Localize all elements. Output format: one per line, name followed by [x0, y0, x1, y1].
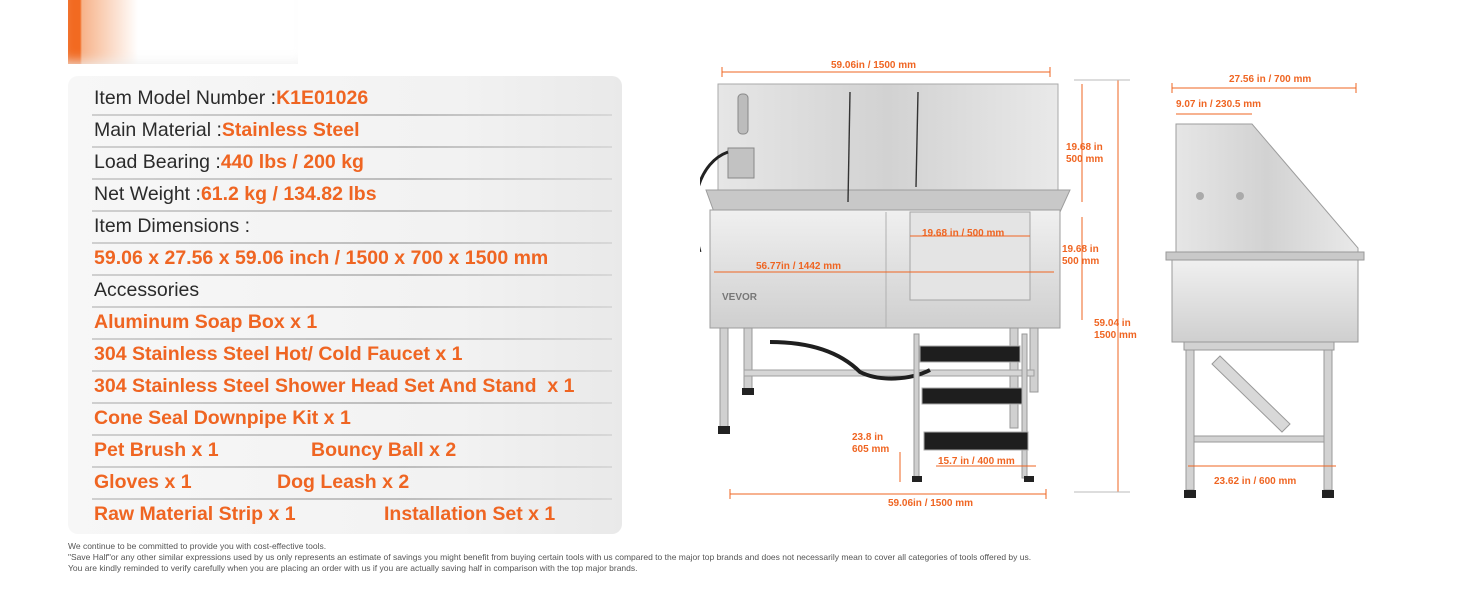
accessory-item: 304 Stainless Steel Shower Head Set And Stand x 1 [94, 374, 575, 397]
side-foot [1322, 490, 1334, 498]
accessory-row [277, 466, 409, 498]
dim-ramp-height-mm: 605 mm [852, 444, 890, 455]
accessory-row [94, 370, 574, 402]
dim-backsplash-mm: 500 mm [1066, 154, 1104, 165]
dim-top-width: 59.06in / 1500 mm [831, 60, 917, 71]
side-port [1196, 192, 1204, 200]
header-accent-tab [68, 0, 298, 64]
dim-leg-depth: 23.62 in / 600 mm [1214, 476, 1297, 487]
accessory-item: Installation Set x 1 [384, 502, 556, 525]
dim-door-width: 19.68 in / 500 mm [922, 228, 1005, 239]
side-tub [1172, 260, 1358, 342]
frame-leg [1010, 328, 1018, 428]
model-row [94, 82, 368, 114]
side-leg [1324, 350, 1332, 490]
weight-label: Net Weight : [94, 182, 201, 205]
shower-head-icon [738, 94, 748, 134]
accessory-item: Bouncy Ball x 2 [311, 438, 457, 461]
accessory-item: Gloves x 1 [94, 470, 192, 493]
material-label: Main Material : [94, 118, 222, 141]
side-brace [1194, 436, 1324, 442]
leg-foot [718, 426, 730, 434]
accessory-item: Dog Leash x 2 [277, 470, 410, 493]
load-value: 440 lbs / 200 kg [220, 150, 364, 173]
dim-total-height-in: 59.04 in [1094, 318, 1131, 329]
accessory-item: Cone Seal Downpipe Kit x 1 [94, 406, 351, 429]
dim-total-depth: 27.56 in / 700 mm [1229, 74, 1312, 85]
dim-ramp-width: 15.7 in / 400 mm [938, 456, 1015, 467]
dimensions-value-row [94, 242, 548, 274]
dim-inner-length: 56.77in / 1442 mm [756, 261, 842, 272]
side-backsplash [1176, 124, 1358, 256]
accessory-row [94, 306, 317, 338]
leg-foot [742, 388, 754, 395]
material-row [94, 114, 360, 146]
material-value: Stainless Steel [221, 118, 360, 141]
dimensions-value: 59.06 x 27.56 x 59.06 inch / 1500 x 700 x 1500 mm [94, 246, 549, 269]
accessory-row [94, 402, 351, 434]
accessory-row [94, 466, 192, 498]
frame-leg [720, 328, 728, 428]
frame-leg [1030, 328, 1038, 392]
accessory-row [311, 434, 456, 466]
accessory-item: Raw Material Strip x 1 [94, 502, 296, 525]
model-value: K1E01026 [276, 86, 369, 109]
brand-logo: VEVOR [722, 292, 758, 303]
side-view [1166, 74, 1364, 498]
dim-total-height-mm: 1500 mm [1094, 330, 1137, 341]
faucet-icon [728, 148, 754, 178]
accessory-item: 304 Stainless Steel Hot/ Cold Faucet x 1 [94, 342, 463, 365]
accessories-label-row [94, 274, 199, 306]
accessory-item: Pet Brush x 1 [94, 438, 219, 461]
dim-ramp-height-in: 23.8 in [852, 432, 884, 443]
weight-value: 61.2 kg / 134.82 lbs [200, 182, 377, 205]
accessory-row [384, 498, 555, 530]
model-label: Item Model Number : [94, 86, 277, 109]
accessories-label: Accessories [94, 278, 200, 301]
side-foot [1184, 490, 1196, 498]
spec-panel [68, 76, 622, 534]
accessory-item: Aluminum Soap Box x 1 [94, 310, 318, 333]
disclaimer-line: We continue to be committed to provide you with cost-effective tools. [68, 541, 327, 551]
load-label: Load Bearing : [94, 150, 221, 173]
accessory-row [94, 498, 296, 530]
tub-rim [706, 190, 1070, 212]
backsplash [718, 84, 1058, 192]
dim-tub-depth-in: 19.68 in [1062, 244, 1099, 255]
dimensions-label-row [94, 210, 250, 242]
accessory-row [94, 338, 462, 370]
accessory-row [94, 434, 219, 466]
side-rim [1166, 252, 1364, 260]
front-view [700, 60, 1137, 509]
weight-row [94, 178, 377, 210]
side-ramp [1212, 356, 1290, 432]
side-leg [1186, 350, 1194, 490]
disclaimer [68, 541, 1168, 574]
side-port [1236, 192, 1244, 200]
disclaimer-line: You are kindly reminded to verify carefully when you are placing an order with us if you are actually saving half in comparison with the top major brands. [68, 563, 638, 573]
dimensions-label: Item Dimensions : [94, 214, 251, 237]
disclaimer-line: "Save Half"or any other similar expressions used by us only represents an estimate of savings you might benefit from buying certain tools with us compared to the major top brands and does not necessarily mean to cover all categories of tools offered by us. [68, 552, 1032, 562]
dim-panel-depth: 9.07 in / 230.5 mm [1176, 99, 1262, 110]
dim-bottom-width: 59.06in / 1500 mm [888, 498, 974, 509]
load-row [94, 146, 364, 178]
tub-door [910, 212, 1030, 300]
frame-bar [744, 370, 1034, 376]
dim-tub-depth-mm: 500 mm [1062, 256, 1100, 267]
side-frame-top [1184, 342, 1334, 350]
dim-backsplash-in: 19.68 in [1066, 142, 1103, 153]
frame-leg [744, 328, 752, 392]
product-dimension-diagram [700, 52, 1420, 522]
